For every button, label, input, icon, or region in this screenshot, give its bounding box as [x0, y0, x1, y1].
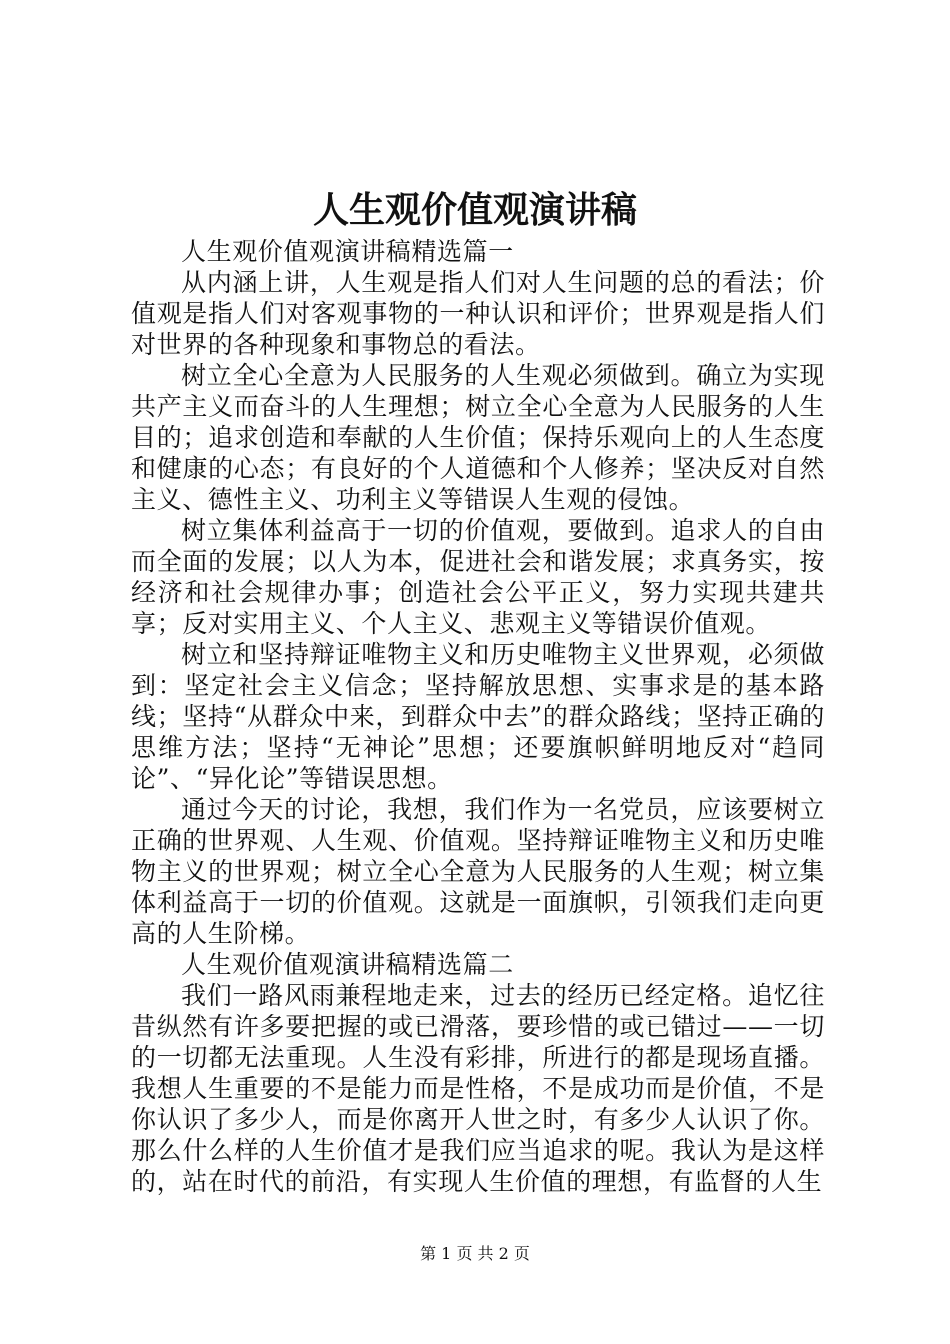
document-title: 人生观价值观演讲稿 [312, 189, 637, 231]
section-heading: 人生观价值观演讲稿精选篇二 [181, 950, 514, 979]
paragraph: 我们一路风雨兼程地走来，过去的经历已经定格。追忆往昔纵然有许多要把握的或已滑落，要珍惜的或已错过——一切的一切都无法重现。人生没有彩排，所进行的都是现场直播。我想人生重要的不是能力而是性格，不是成功而是价值，不是你认识了多少人，而是你离开人世之时，有多少人认识了你。那么什么样的人生价值才是我们应当追求的呢。我认为是这样的，站在时代的前沿，有实现人生价值的理想，有监督的人生 [131, 981, 825, 1196]
paragraph: 树立集体利益高于一切的价值观，要做到。追求人的自由而全面的发展；以人为本，促进社会和谐发展；求真务实，按经济和社会规律办事；创造社会公平正义，努力实现共建共享；反对实用主义、个人主义、悲观主义等错误价值观。 [131, 516, 825, 638]
paragraph: 树立全心全意为人民服务的人生观必须做到。确立为实现共产主义而奋斗的人生理想；树立全心全意为人民服务的人生目的；追求创造和奉献的人生价值；保持乐观向上的人生态度和健康的心态；有良好的个人道德和个人修养；坚决反对自然主义、德性主义、功利主义等错误人生观的侵蚀。 [131, 361, 825, 514]
section-heading: 人生观价值观演讲稿精选篇一 [181, 237, 514, 266]
paragraph: 从内涵上讲，人生观是指人们对人生问题的总的看法；价值观是指人们对客观事物的一种认识和评价；世界观是指人们对世界的各种现象和事物总的看法。 [131, 268, 825, 359]
page-footer: 第 1 页 共 2 页 [420, 1244, 530, 1263]
paragraph: 树立和坚持辩证唯物主义和历史唯物主义世界观，必须做到：坚定社会主义信念；坚持解放思想、实事求是的基本路线；坚持“从群众中来，到群众中去”的群众路线；坚持正确的思维方法；坚持“无神论”思想；还要旗帜鲜明地反对“趋同论”、“异化论”等错误思想。 [131, 640, 825, 793]
paragraph: 通过今天的讨论，我想，我们作为一名党员，应该要树立正确的世界观、人生观、价值观。坚持辩证唯物主义和历史唯物主义的世界观；树立全心全意为人民服务的人生观；树立集体利益高于一切的价值观。这就是一面旗帜，引领我们走向更高的人生阶梯。 [131, 795, 825, 948]
document-body [131, 236, 825, 1197]
